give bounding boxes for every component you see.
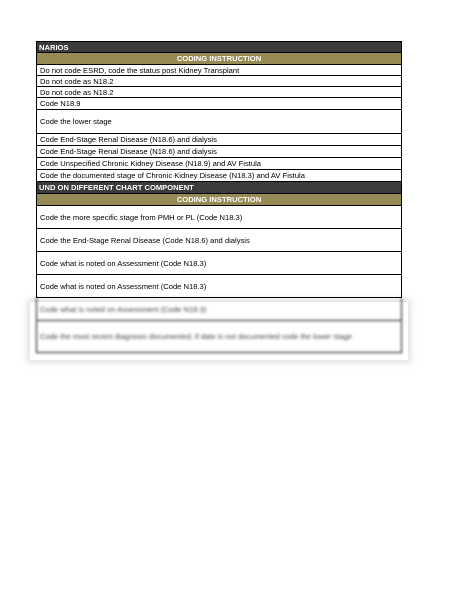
table-row[interactable]: Do not code as N18.2 — [36, 87, 402, 98]
table-row[interactable]: Do not code as N18.2 — [36, 76, 402, 87]
section-title-scenarios: NARIOS — [36, 41, 402, 53]
section-title-chart-component: UND ON DIFFERENT CHART COMPONENT — [36, 182, 402, 194]
table-row[interactable]: Code End-Stage Renal Disease (N18.6) and dialysis — [36, 146, 402, 158]
table-row[interactable]: Code Unspecified Chronic Kidney Disease (N18.9) and AV Fistula — [36, 158, 402, 170]
table-row[interactable]: Code End-Stage Renal Disease (N18.6) and dialysis — [36, 134, 402, 146]
table-row[interactable]: Code the more specific stage from PMH or PL (Code N18.3) — [36, 206, 402, 229]
table-row[interactable]: Code what is noted on Assessment (Code N18.3) — [36, 275, 402, 298]
table-row-blurred: Code what is noted on Assessment (Code N18.3) — [36, 298, 402, 321]
table-row[interactable]: Code the End-Stage Renal Disease (Code N18.6) and dialysis — [36, 229, 402, 252]
table-row[interactable]: Do not code ESRD, code the status post Kidney Transplant — [36, 65, 402, 76]
table-row[interactable]: Code the lower stage — [36, 110, 402, 134]
table-row[interactable]: Code the documented stage of Chronic Kidney Disease (N18.3) and AV Fistula — [36, 170, 402, 182]
table-row-blurred: Code the most recent diagnosis documented, if date is not documented code the lower stage — [36, 321, 402, 353]
table-row[interactable]: Code N18.9 — [36, 98, 402, 110]
column-header-coding-instruction: CODING INSTRUCTION — [36, 194, 402, 206]
coding-instruction-sheet — [36, 41, 402, 353]
column-header-coding-instruction: CODING INSTRUCTION — [36, 53, 402, 65]
table-row[interactable]: Code what is noted on Assessment (Code N18.3) — [36, 252, 402, 275]
